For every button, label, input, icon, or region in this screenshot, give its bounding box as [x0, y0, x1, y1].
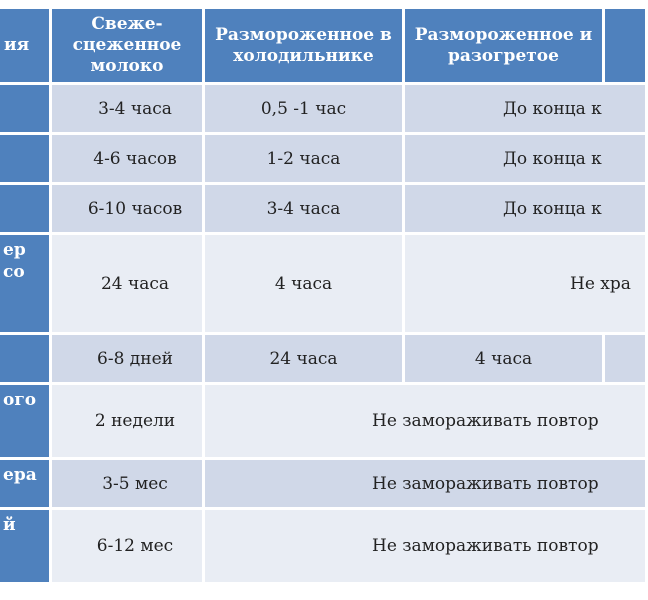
table-row [0, 134, 647, 184]
table-row [0, 334, 647, 384]
cell-thawed-fridge: 3-4 часа [204, 184, 404, 234]
cell-fresh: 4-6 часов [51, 134, 204, 184]
header-cut-off [604, 8, 647, 84]
cell-fresh: 2 недели [51, 384, 204, 459]
header-row [0, 8, 647, 84]
table-row [0, 184, 647, 234]
row-label: ер со [0, 234, 51, 334]
cell-thawed-warmed: 4 часа [404, 334, 604, 384]
cell-merged: Не хра [404, 234, 647, 334]
cell-merged: До конца к [404, 134, 647, 184]
row-label [0, 134, 51, 184]
header-thawed-and-warmed: Размороженное и разогретое [404, 8, 604, 84]
cell-thawed-fridge: 24 часа [204, 334, 404, 384]
row-label: ера [0, 459, 51, 509]
row-label: й [0, 509, 51, 584]
row-label [0, 334, 51, 384]
row-label: ого [0, 384, 51, 459]
cell-thawed-fridge: 0,5 -1 час [204, 84, 404, 134]
table-row [0, 459, 647, 509]
cell-fresh: 6-12 мес [51, 509, 204, 584]
cell-fresh: 6-8 дней [51, 334, 204, 384]
table-row [0, 234, 647, 334]
cell-merged: Не замораживать повтор [204, 384, 647, 459]
row-label [0, 184, 51, 234]
header-thawed-in-fridge: Размороженное в холодильнике [204, 8, 404, 84]
header-fresh-milk: Свеже- сцеженное молоко [51, 8, 204, 84]
header-condition: ия [0, 8, 51, 84]
table-row [0, 84, 647, 134]
milk-storage-table [0, 6, 648, 585]
table-row [0, 384, 647, 459]
cell-merged: До конца к [404, 84, 647, 134]
cell-merged: Не замораживать повтор [204, 509, 647, 584]
cell-fresh: 24 часа [51, 234, 204, 334]
cell-fresh: 6-10 часов [51, 184, 204, 234]
row-label [0, 84, 51, 134]
cell-fresh: 3-4 часа [51, 84, 204, 134]
cell-merged: До конца к [404, 184, 647, 234]
table-row [0, 509, 647, 584]
cell-thawed-fridge: 4 часа [204, 234, 404, 334]
cell-cut-off [604, 334, 647, 384]
cell-merged: Не замораживать повтор [204, 459, 647, 509]
cell-fresh: 3-5 мес [51, 459, 204, 509]
cell-thawed-fridge: 1-2 часа [204, 134, 404, 184]
